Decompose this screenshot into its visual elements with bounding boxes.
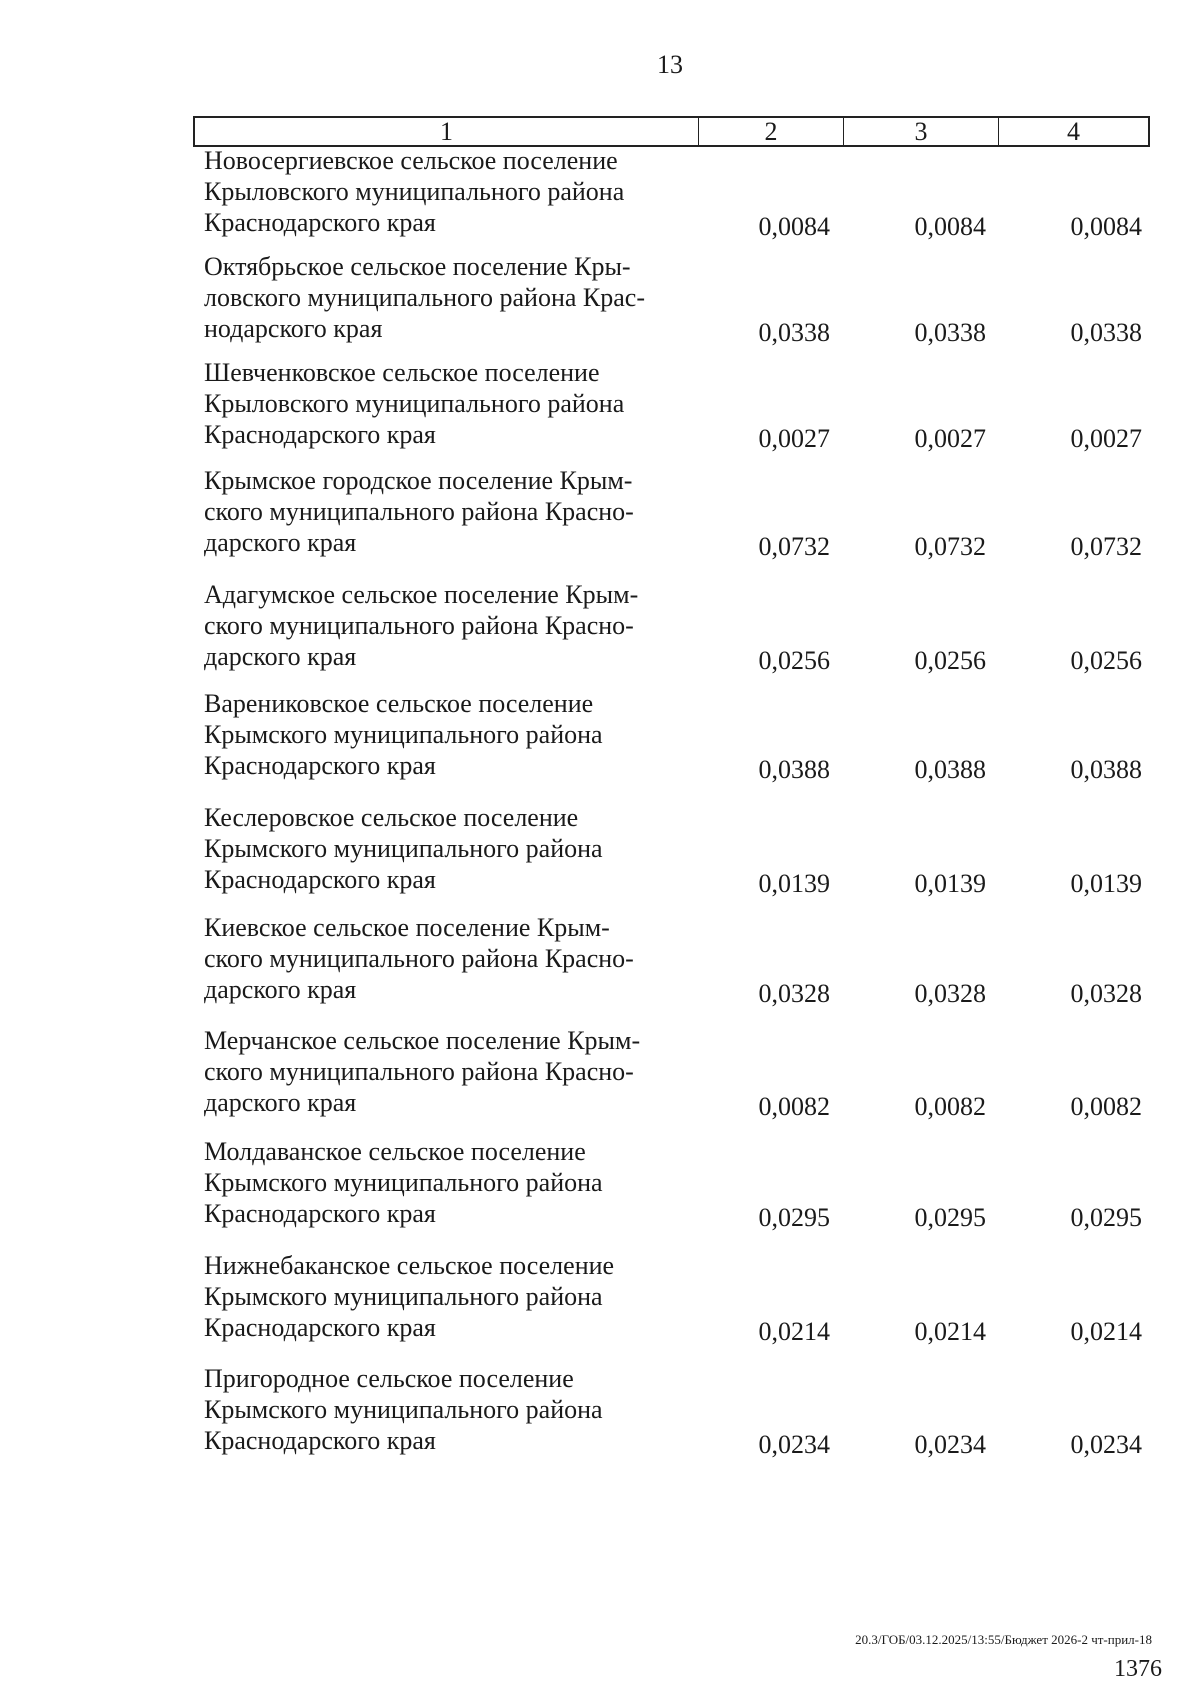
settlement-name — [204, 357, 704, 450]
header-cell-1: 1 — [195, 118, 699, 145]
table-header — [193, 116, 1150, 147]
settlement-name-line: Крыловского муниципального района — [204, 177, 625, 206]
value-col-2: 0,0328 — [758, 979, 830, 1008]
value-col-2: 0,0388 — [758, 755, 830, 784]
value-col-4: 0,0027 — [1070, 424, 1142, 453]
table-row — [0, 145, 1200, 241]
settlement-name — [204, 465, 704, 558]
table-row — [0, 579, 1200, 675]
table-row — [0, 357, 1200, 453]
settlement-name — [204, 579, 704, 672]
table-row — [0, 251, 1200, 347]
settlement-name-line: ского муниципального района Красно- — [204, 944, 634, 973]
settlement-name-line: дарского края — [204, 975, 357, 1004]
value-col-3: 0,0082 — [914, 1092, 986, 1121]
settlement-name-line: Варениковское сельское поселение — [204, 689, 594, 718]
settlement-name-line: Кеслеровское сельское поселение — [204, 803, 579, 832]
settlement-name-line: Краснодарского края — [204, 1199, 436, 1228]
settlement-name-line: Краснодарского края — [204, 751, 436, 780]
settlement-name-line: Крымское городское поселение Крым- — [204, 466, 633, 495]
settlement-name-line: Крыловского муниципального района — [204, 389, 625, 418]
settlement-name-line: Крымского муниципального района — [204, 834, 603, 863]
value-col-3: 0,0234 — [914, 1430, 986, 1459]
header-cell-3: 3 — [844, 118, 999, 145]
settlement-name-line: Крымского муниципального района — [204, 1168, 603, 1197]
value-col-4: 0,0139 — [1070, 869, 1142, 898]
table-row — [0, 1363, 1200, 1459]
value-col-4: 0,0256 — [1070, 646, 1142, 675]
settlement-name-line: ского муниципального района Красно- — [204, 1057, 634, 1086]
table-row — [0, 1025, 1200, 1121]
header-cell-4: 4 — [1067, 117, 1080, 146]
settlement-name-line: ского муниципального района Красно- — [204, 497, 634, 526]
footer-page-number: 1376 — [1114, 1656, 1162, 1682]
settlement-name — [204, 688, 704, 781]
settlement-name-line: Краснодарского края — [204, 420, 436, 449]
value-col-2: 0,0256 — [758, 646, 830, 675]
value-col-3: 0,0388 — [914, 755, 986, 784]
value-col-4: 0,0388 — [1070, 755, 1142, 784]
value-col-3: 0,0139 — [914, 869, 986, 898]
value-col-2: 0,0234 — [758, 1430, 830, 1459]
settlement-name — [204, 1025, 704, 1118]
settlement-name — [204, 251, 704, 344]
value-col-4: 0,0234 — [1070, 1430, 1142, 1459]
value-col-4: 0,0295 — [1070, 1203, 1142, 1232]
value-col-2: 0,0732 — [758, 532, 830, 561]
settlement-name-line: ского муниципального района Красно- — [204, 611, 634, 640]
settlement-name-line: нодарского края — [204, 314, 383, 343]
settlement-name-line: дарского края — [204, 1088, 357, 1117]
value-col-2: 0,0139 — [758, 869, 830, 898]
settlement-name-line: Молдаванское сельское поселение — [204, 1137, 586, 1166]
value-col-4: 0,0084 — [1070, 212, 1142, 241]
value-col-2: 0,0338 — [758, 318, 830, 347]
table-row — [0, 1250, 1200, 1346]
settlement-name-line: Адагумское сельское поселение Крым- — [204, 580, 639, 609]
settlement-name-line: Краснодарского края — [204, 865, 436, 894]
table-row — [0, 688, 1200, 784]
header-cell-2: 2 — [699, 118, 844, 145]
table-row — [0, 465, 1200, 561]
value-col-4: 0,0328 — [1070, 979, 1142, 1008]
value-col-3: 0,0338 — [914, 318, 986, 347]
value-col-4: 0,0082 — [1070, 1092, 1142, 1121]
value-col-3: 0,0027 — [914, 424, 986, 453]
value-col-3: 0,0732 — [914, 532, 986, 561]
value-col-3: 0,0214 — [914, 1317, 986, 1346]
settlement-name-line: дарского края — [204, 528, 357, 557]
page-number: 13 — [657, 50, 683, 79]
value-col-3: 0,0295 — [914, 1203, 986, 1232]
settlement-name — [204, 802, 704, 895]
settlement-name-line: дарского края — [204, 642, 357, 671]
table-row — [0, 912, 1200, 1008]
settlement-name-line: Крымского муниципального района — [204, 1395, 603, 1424]
settlement-name-line: ловского муниципального района Крас- — [204, 283, 646, 312]
value-col-3: 0,0328 — [914, 979, 986, 1008]
settlement-name-line: Октябрьское сельское поселение Кры- — [204, 252, 631, 281]
value-col-2: 0,0214 — [758, 1317, 830, 1346]
table-row — [0, 1136, 1200, 1232]
settlement-name-line: Пригородное сельское поселение — [204, 1364, 574, 1393]
settlement-name — [204, 145, 704, 238]
settlement-name-line: Шевченковское сельское поселение — [204, 358, 600, 387]
settlement-name-line: Киевское сельское поселение Крым- — [204, 913, 610, 942]
settlement-name-line: Краснодарского края — [204, 208, 436, 237]
value-col-2: 0,0082 — [758, 1092, 830, 1121]
table-row — [0, 802, 1200, 898]
settlement-name — [204, 1250, 704, 1343]
settlement-name — [204, 1136, 704, 1229]
value-col-4: 0,0338 — [1070, 318, 1142, 347]
value-col-4: 0,0214 — [1070, 1317, 1142, 1346]
settlement-name-line: Нижнебаканское сельское поселение — [204, 1251, 615, 1280]
settlement-name — [204, 912, 704, 1005]
settlement-name-line: Мерчанское сельское поселение Крым- — [204, 1026, 641, 1055]
document-code: 20.3/ГОБ/03.12.2025/13:55/Бюджет 2026-2 чт-прил-18 — [855, 1632, 1152, 1647]
settlement-name — [204, 1363, 704, 1456]
value-col-3: 0,0084 — [914, 212, 986, 241]
settlement-name-line: Крымского муниципального района — [204, 720, 603, 749]
value-col-2: 0,0027 — [758, 424, 830, 453]
value-col-2: 0,0295 — [758, 1203, 830, 1232]
value-col-2: 0,0084 — [758, 212, 830, 241]
settlement-name-line: Крымского муниципального района — [204, 1282, 603, 1311]
settlement-name-line: Краснодарского края — [204, 1313, 436, 1342]
settlement-name-line: Новосергиевское сельское поселение — [204, 146, 618, 175]
value-col-4: 0,0732 — [1070, 532, 1142, 561]
value-col-3: 0,0256 — [914, 646, 986, 675]
settlement-name-line: Краснодарского края — [204, 1426, 436, 1455]
